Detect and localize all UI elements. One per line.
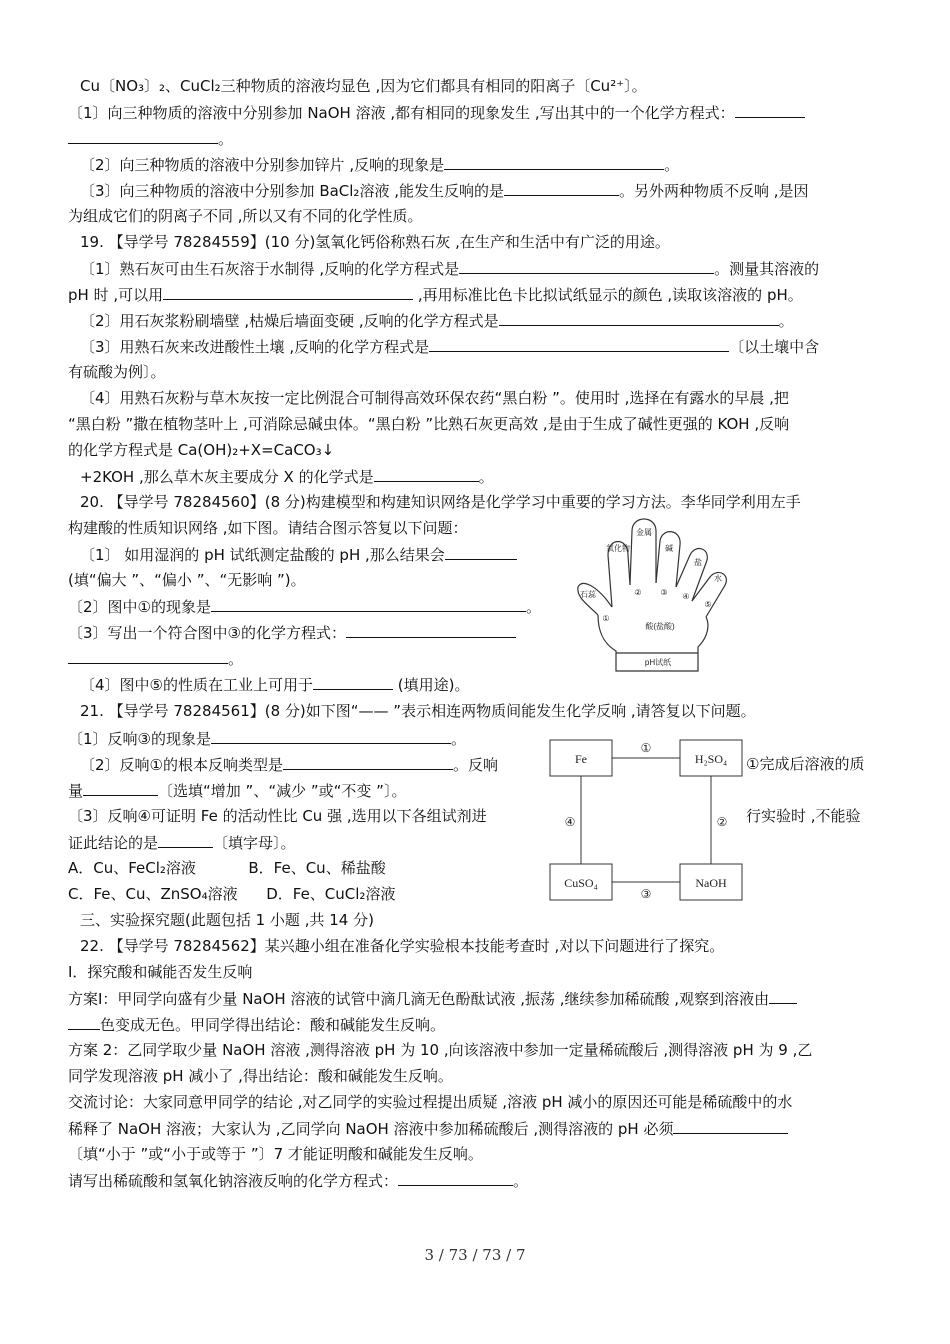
finger4-label: 盐 [694,558,702,567]
q21-3-cont: 证此结论的是 〔填字母〕。 [68,834,296,852]
q21-options-ab: A．Cu、FeCl₂溶液 B．Fe、Cu、稀盐酸 [68,859,386,877]
answer-blank[interactable] [163,284,413,300]
answer-blank[interactable] [374,466,479,482]
q22-part1: Ⅰ．探究酸和碱能否发生反响 [68,963,253,981]
q21-3-right: 行实验时 ,不能验 [746,807,861,825]
finger3-outline [656,532,680,587]
answer-blank[interactable] [211,728,451,744]
answer-blank[interactable] [83,780,158,796]
q20-4: 〔4〕图中⑤的性质在工业上可用于 (填用途)。 [80,676,470,694]
q22-discussion: 交流讨论：大家同意甲同学的结论 ,对乙同学的实验过程提出质疑 ,溶液 pH 减小的原因还可能是稀硫酸中的水 [68,1093,793,1111]
label-fe: Fe [575,752,587,766]
wrist-label: pH试纸 [644,658,672,667]
answer-blank[interactable] [769,988,797,1004]
q20-3-cont: 。 [68,648,243,669]
section-3-title: 三、实验探究题(此题包括 1 小题 ,共 14 分) [80,911,374,929]
page-footer: 3 / 73 / 73 / 7 [424,1246,526,1264]
q19-4-cont3: +2KOH ,那么草木灰主要成分 X 的化学式是 。 [80,468,494,486]
q22-plan2: 方案 2：乙同学取少量 NaOH 溶液 ,测得溶液 pH 为 10 ,向该溶液中参加一定量稀硫酸后 ,测得溶液 pH 为 9 ,乙 [68,1041,813,1059]
q22-equation: 请写出稀硫酸和氢氧化钠溶液反响的化学方程式： 。 [68,1172,529,1190]
q22-plan1: 方案Ⅰ：甲同学向盛有少量 NaOH 溶液的试管中滴几滴无色酚酞试液 ,振荡 ,继续参加稀硫酸 ,观察到溶液由 [68,988,797,1009]
thumb-outline [578,583,612,615]
answer-blank[interactable] [346,622,516,638]
answer-blank[interactable] [429,336,729,352]
answer-blank[interactable] [735,102,805,118]
line-18-q3: 〔3〕向三种物质的溶液中分别参加 BaCl₂溶液 ,能发生反响的是 。另外两种物质不反响 ,是因 [80,182,809,200]
answer-blank[interactable] [504,180,619,196]
q19-2: 〔2〕用石灰浆粉刷墙壁 ,枯燥后墙面变硬 ,反响的化学方程式是 。 [80,312,794,330]
q21-2: 〔2〕反响①的根本反响类型是 。反响 [80,756,499,774]
palm-label: 酸(盐酸) [645,622,675,631]
answer-blank[interactable] [459,258,714,274]
acid-property-hand-diagram [568,515,738,675]
edge-label-3: ③ [640,887,652,901]
q19-3-cont: 有硫酸为例〕。 [68,363,166,381]
num-3: ③ [660,588,668,597]
q20-3: 〔3〕写出一个符合图中③的化学方程式： [68,622,516,643]
edge-label-1: ① [640,741,652,755]
label-naoh: NaOH [695,876,727,890]
num-2: ② [634,588,642,597]
answer-blank[interactable] [283,754,453,770]
q19-4-cont2: 的化学方程式是 Ca(OH)₂+X=CaCO₃↓ [68,441,335,459]
num-4: ④ [682,592,690,601]
q20-1: 〔1〕 如用湿润的 pH 试纸测定盐酸的 pH ,那么结果会 [80,544,517,565]
thumb-label: 石蕊 [580,590,596,599]
answer-blank[interactable] [499,310,779,326]
answer-blank[interactable] [398,1170,513,1186]
answer-blank[interactable] [444,154,664,170]
answer-blank[interactable] [68,648,228,664]
q21-title: 21. 【导学号 78284561】(8 分)如下图“—— ”表示相连两物质间能发生化学反响 ,请答复以下问题。 [80,702,756,720]
q21-2-right: ①完成后溶液的质 [746,755,865,773]
finger3-label: 碱 [665,544,673,553]
finger4-outline [676,549,707,601]
q22-plan2-cont: 同学发现溶液 pH 减小了 ,得出结论：酸和碱能发生反响。 [68,1067,453,1085]
num-5: ⑤ [704,600,712,609]
line-18-q3-cont: 为组成它们的阴离子不同 ,所以又有不同的化学性质。 [68,207,423,225]
finger1-label: 氧化物 [606,544,630,553]
label-h2so4: H₂SO₄ [694,752,728,766]
q20-title-cont: 构建酸的性质知识网络 ,如下图。请结合图示答复以下问题： [68,519,468,537]
q19-1: 〔1〕熟石灰可由生石灰溶于水制得 ,反响的化学方程式是 。测量其溶液的 [80,260,820,278]
answer-blank[interactable] [68,1014,100,1030]
q19-4: 〔4〕用熟石灰粉与草木灰按一定比例混合可制得高效环保农药“黑白粉 ”。使用时 ,选择在有露水的早晨 ,把 [80,389,789,407]
q19-title: 19. 【导学号 78284559】(10 分)氢氧化钙俗称熟石灰 ,在生产和生活中有广泛的用途。 [80,233,670,251]
q22-title: 22. 【导学号 78284562】某兴趣小组在准备化学实验根本技能考查时 ,对以下问题进行了探究。 [80,937,725,955]
q22-discussion-cont: 稀释了 NaOH 溶液；大家认为 ,乙同学向 NaOH 溶液中参加稀硫酸后 ,测得溶液的 pH 必须 [68,1118,788,1139]
q20-2: 〔2〕图中①的现象是 。 [68,598,542,616]
reaction-relation-diagram [548,738,778,908]
edge-label-2: ② [716,815,728,829]
q20-title: 20. 【导学号 78284560】(8 分)构建模型和构建知识网络是化学学习中重要的学习方法。李华同学利用左手 [80,493,801,511]
edge-label-4: ④ [564,815,576,829]
q19-4-cont1: “黑白粉 ”撒在植物茎叶上 ,可消除忌碱虫体。“黑白粉 ”比熟石灰更高效 ,是由于生成了碱性更强的 KOH ,反响 [68,415,790,433]
answer-blank[interactable] [68,128,218,144]
answer-blank[interactable] [445,544,517,560]
finger2-label: 金属 [636,528,652,537]
q21-options-cd: C．Fe、Cu、ZnSO₄溶液 D．Fe、CuCl₂溶液 [68,885,396,903]
answer-blank[interactable] [673,1118,788,1134]
line-18-q1-cont: 。 [68,128,233,149]
q20-1-cont: (填“偏大 ”、“偏小 ”、“无影响 ”)。 [68,571,306,589]
label-cuso4: CuSO₄ [564,876,598,890]
q21-2-cont: 量 〔选填“增加 ”、“减少 ”或“不变 ”〕。 [68,782,407,800]
line-18-intro: Cu〔NO₃〕₂、CuCl₂三种物质的溶液均显色 ,因为它们都具有相同的阳离子〔Cu²⁺〕。 [80,77,647,95]
q21-3: 〔3〕反响④可证明 Fe 的活动性比 Cu 强 ,选用以下各组试剂进 [68,807,487,825]
q21-1: 〔1〕反响③的现象是 。 [68,730,467,748]
finger5-label: 水 [714,574,722,583]
q22-discussion-cont2: 〔填“小于 ”或“小于或等于 ”〕7 才能证明酸和碱能发生反响。 [68,1145,483,1163]
answer-blank[interactable] [158,832,213,848]
answer-blank[interactable] [313,674,393,690]
q22-plan1-cont: 色变成无色。甲同学得出结论：酸和碱能发生反响。 [68,1014,445,1035]
line-18-q2: 〔2〕向三种物质的溶液中分别参加锌片 ,反响的现象是 。 [80,156,680,174]
line-18-q1: 〔1〕向三种物质的溶液中分别参加 NaOH 溶液 ,都有相同的现象发生 ,写出其中的一个化学方程式： [68,102,805,123]
q19-3: 〔3〕用熟石灰来改进酸性土壤 ,反响的化学方程式是 〔以土壤中含 [80,338,820,356]
answer-blank[interactable] [211,596,526,612]
num-1: ① [602,614,610,623]
q19-1-cont: pH 时 ,可以用 ,再用标准比色卡比拟试纸显示的颜色 ,读取该溶液的 pH。 [68,286,803,304]
